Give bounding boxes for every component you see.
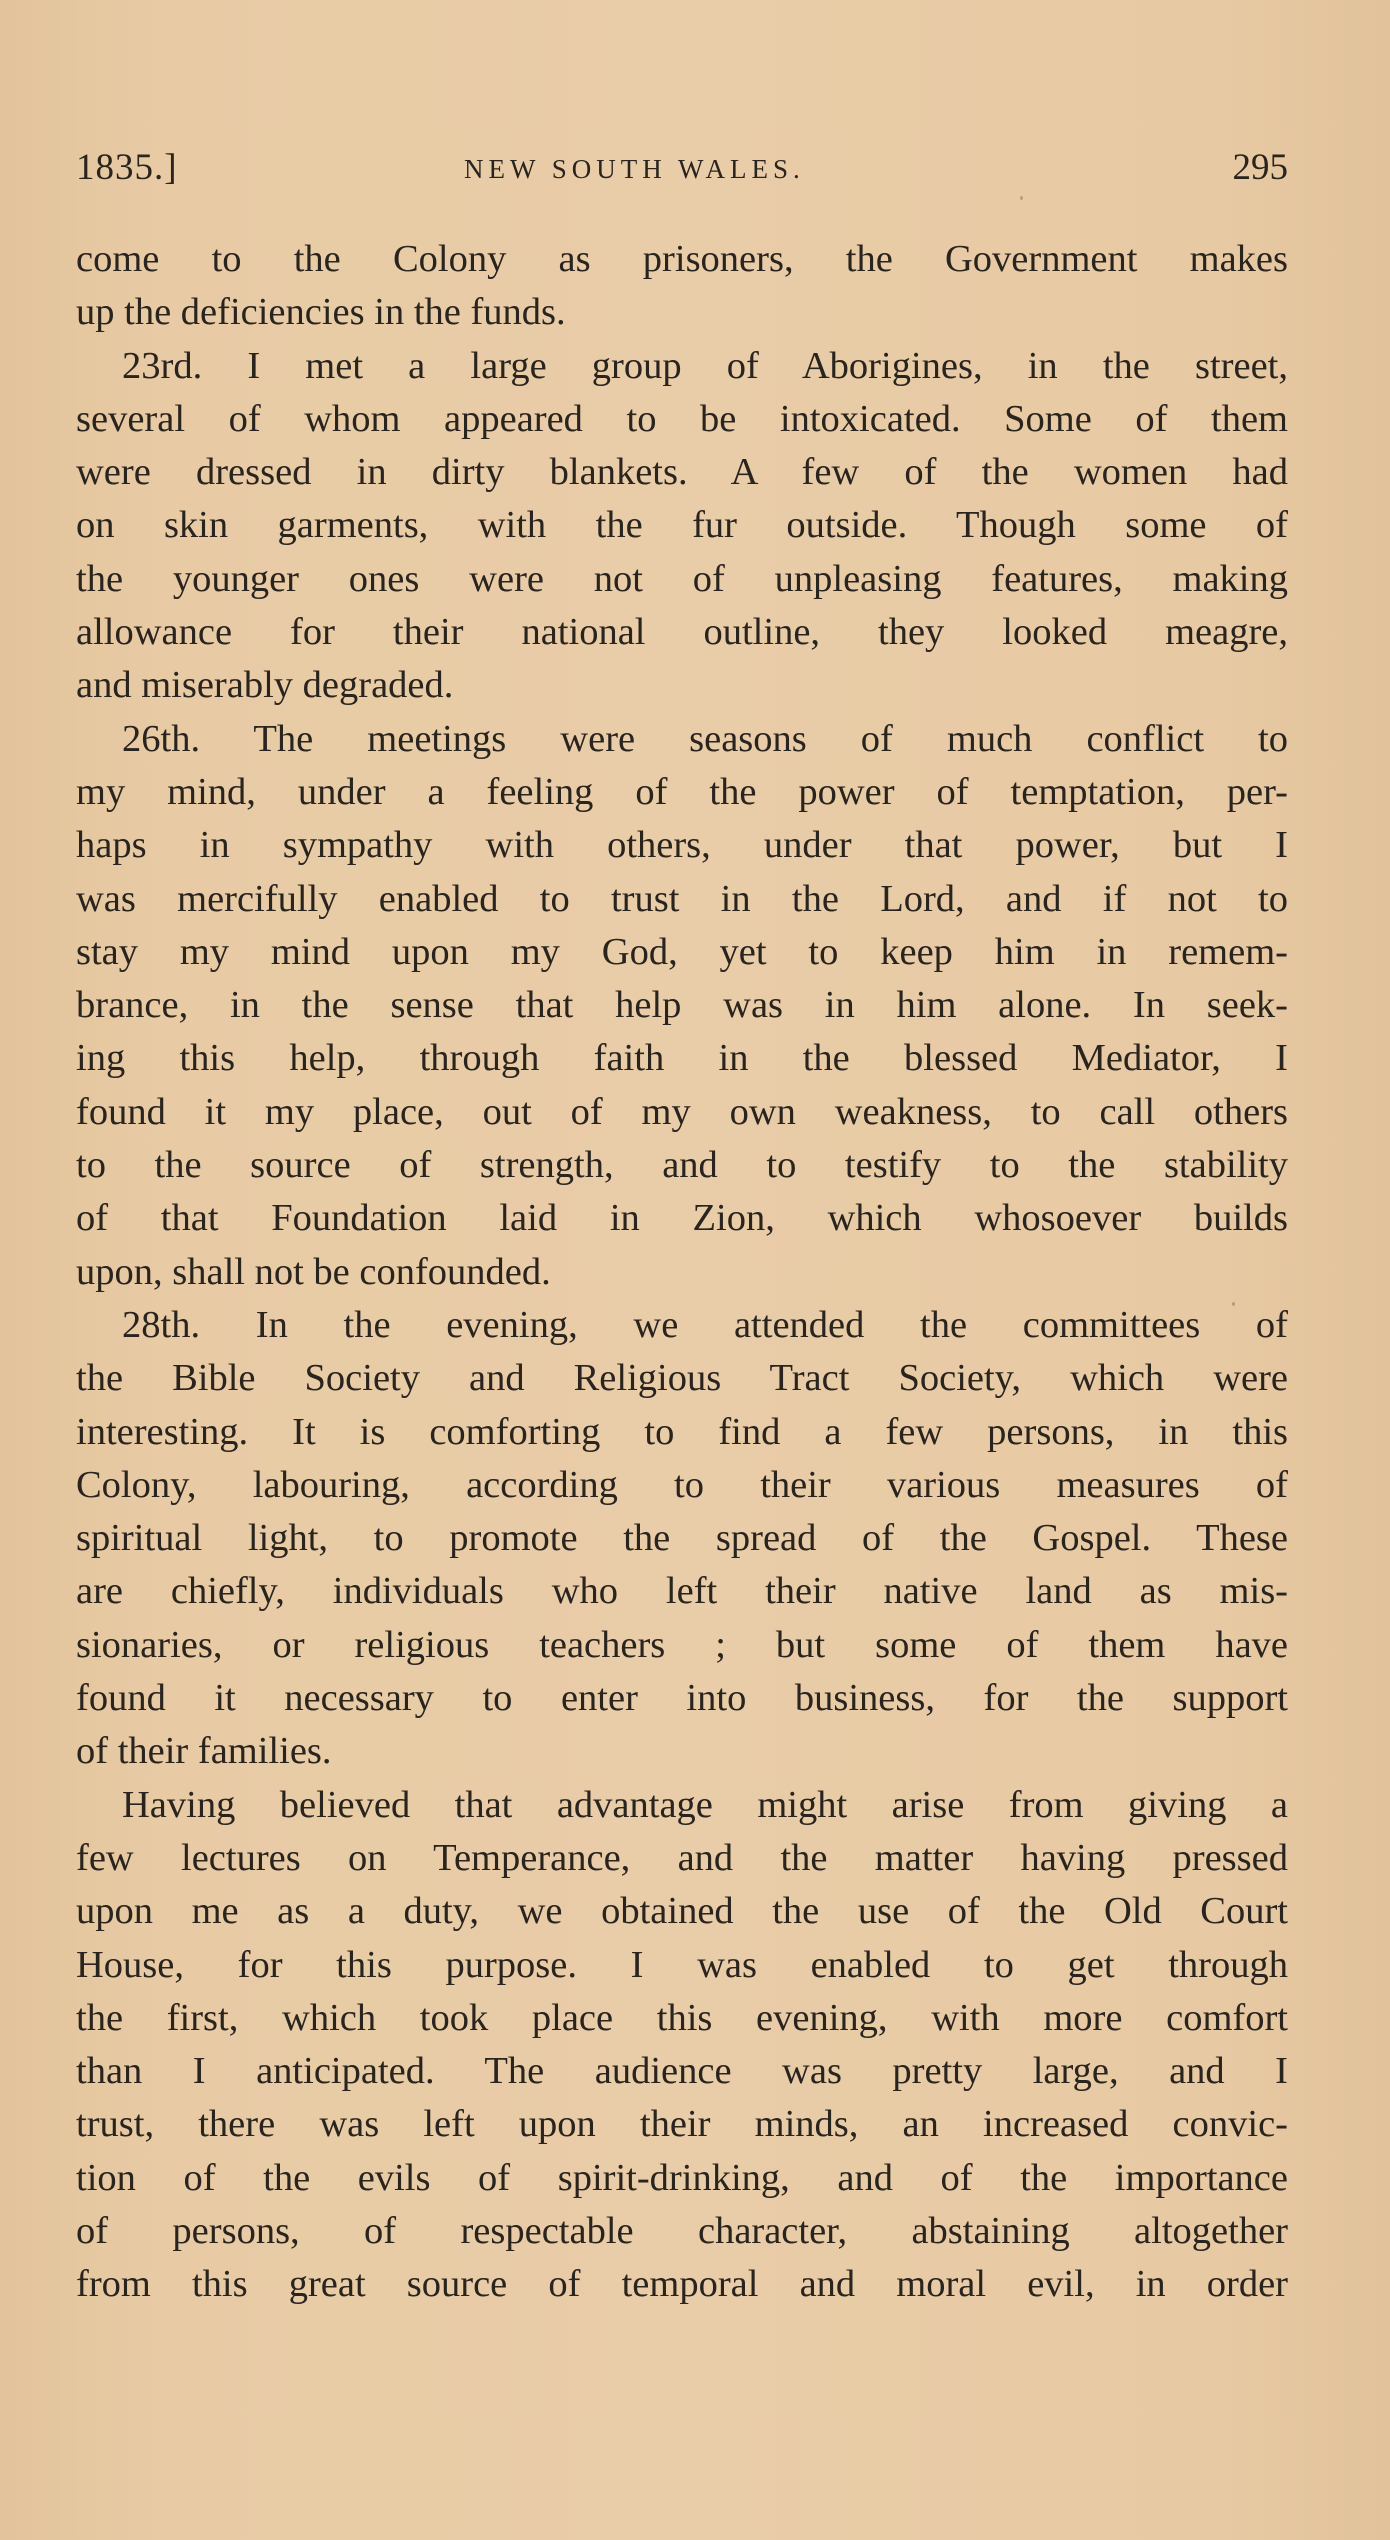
- text-line: haps in sympathy with others, under that power, but I: [76, 824, 1288, 867]
- text-line: the Bible Society and Religious Tract Society, which were: [76, 1357, 1288, 1400]
- page-number: 295: [1232, 147, 1288, 188]
- text-line: allowance for their national outline, they looked meagre,: [76, 611, 1288, 654]
- text-line: of their families.: [76, 1730, 332, 1773]
- text-line: few lectures on Temperance, and the matter having pressed: [76, 1836, 1288, 1879]
- text-line: tion of the evils of spirit-drinking, and of the importance: [76, 2156, 1288, 2199]
- text-line: and miserably degraded.: [76, 664, 454, 707]
- running-head-year: 1835.]: [76, 147, 178, 188]
- running-head-title: NEW SOUTH WALES.: [464, 154, 805, 184]
- text-line: than I anticipated. The audience was pretty large, and I: [76, 2050, 1288, 2093]
- text-line: found it necessary to enter into business, for the support: [76, 1677, 1288, 1720]
- text-line: 23rd. I met a large group of Aborigines, in the street,: [122, 344, 1288, 387]
- text-line: ing this help, through faith in the blessed Mediator, I: [76, 1037, 1288, 1080]
- text-line: Having believed that advantage might arise from giving a: [122, 1783, 1288, 1826]
- text-line: House, for this purpose. I was enabled to get through: [76, 1943, 1288, 1986]
- text-line: of that Foundation laid in Zion, which whosoever builds: [76, 1197, 1288, 1240]
- text-line: brance, in the sense that help was in him alone. In seek-: [76, 984, 1288, 1027]
- text-line: 26th. The meetings were seasons of much conflict to: [122, 717, 1288, 760]
- text-line: sionaries, or religious teachers ; but some of them have: [76, 1623, 1288, 1666]
- text-line: found it my place, out of my own weakness, to call others: [76, 1090, 1288, 1133]
- text-line: from this great source of temporal and moral evil, in order: [76, 2263, 1288, 2306]
- text-line: up the deficiencies in the funds.: [76, 291, 566, 334]
- text-line: come to the Colony as prisoners, the Government makes: [76, 238, 1288, 280]
- text-line: stay my mind upon my God, yet to keep him in remem-: [76, 930, 1288, 973]
- text-line: my mind, under a feeling of the power of temptation, per-: [76, 770, 1288, 813]
- text-line: spiritual light, to promote the spread of the Gospel. These: [76, 1517, 1288, 1560]
- text-line: the younger ones were not of unpleasing features, making: [76, 557, 1288, 600]
- text-line: on skin garments, with the fur outside. Though some of: [76, 504, 1288, 547]
- body-text: [76, 233, 1288, 2312]
- text-line: upon me as a duty, we obtained the use of the Old Court: [76, 1890, 1288, 1933]
- text-line: to the source of strength, and to testify to the stability: [76, 1144, 1288, 1187]
- text-line: of persons, of respectable character, abstaining altogether: [76, 2209, 1288, 2252]
- text-line: the first, which took place this evening, with more comfort: [76, 1996, 1288, 2039]
- text-line: interesting. It is comforting to find a few persons, in this: [76, 1410, 1288, 1453]
- running-head: [76, 146, 1288, 196]
- text-line: several of whom appeared to be intoxicated. Some of them: [76, 397, 1288, 440]
- text-line: upon, shall not be confounded.: [76, 1250, 551, 1293]
- paper-speck: [1020, 196, 1023, 200]
- text-line: trust, there was left upon their minds, an increased convic-: [76, 2103, 1288, 2146]
- text-line: 28th. In the evening, we attended the committees of: [122, 1303, 1288, 1346]
- text-line: are chiefly, individuals who left their native land as mis-: [76, 1570, 1288, 1613]
- text-line: was mercifully enabled to trust in the Lord, and if not to: [76, 877, 1288, 920]
- text-line: Colony, labouring, according to their various measures of: [76, 1463, 1288, 1506]
- text-line: were dressed in dirty blankets. A few of the women had: [76, 451, 1288, 494]
